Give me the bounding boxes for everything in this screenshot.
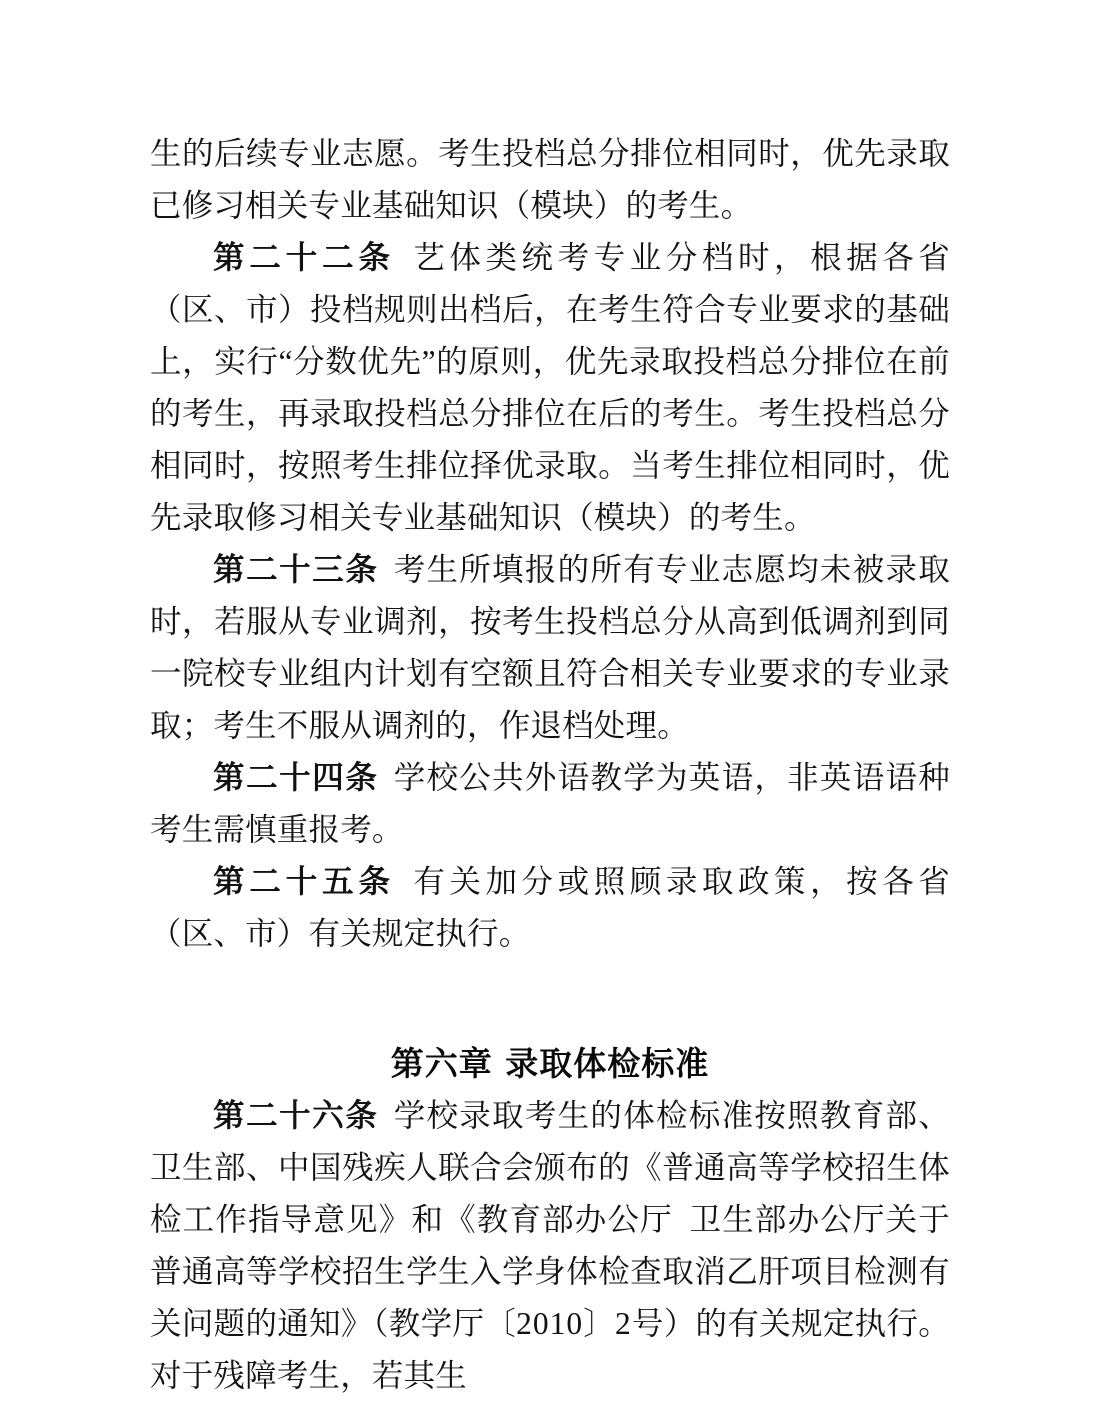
article-text-24: 学校公共外语教学为英语，非英语语种考生需慎重报考。 xyxy=(150,760,950,847)
article-label-24: 第二十四条 xyxy=(213,760,379,795)
blank-line-spacer xyxy=(150,960,950,1012)
paragraph-article-23 xyxy=(150,544,950,752)
article-text-26-part-4: 号）的有关规定执行。对于残障考生，若其生 xyxy=(150,1306,950,1393)
article-label-22: 第二十二条 xyxy=(213,240,395,275)
paragraph-article-26 xyxy=(150,1090,950,1402)
article-text-26-part-1: 学校录取考生的体检标准按照教育部、卫生部、中国残疾人联合会颁布的《普通高等学校招生体检工作指导意见》和《教育部办公厅 xyxy=(150,1098,950,1237)
article-text-26-part-2: 卫生部办公厅关于普通高等学校招生学生入学身体检查取消乙肝项目检测有关问题的通知》（教学厅〔 xyxy=(150,1202,950,1341)
article-text-26-part-3: 〕 xyxy=(583,1306,616,1341)
article-label-23: 第二十三条 xyxy=(213,552,379,587)
chapter-heading-six: 第六章 录取体检标准 xyxy=(390,1044,710,1083)
paragraph-continued xyxy=(150,128,950,232)
article-text-22: 艺体类统考专业分档时，根据各省（区、市）投档规则出档后，在考生符合专业要求的基础上，实行“分数优先”的原则，优先录取投档总分排位在前的考生，再录取投档总分排位在后的考生。考生投档总分相同时，按照考生排位择优录取。当考生排位相同时，优先录取修习相关专业基础知识（模块）的考生。 xyxy=(150,240,950,535)
paragraph-article-22 xyxy=(150,232,950,544)
article-text-25: 有关加分或照顾录取政策，按各省（区、市）有关规定执行。 xyxy=(150,864,950,951)
article-text-23: 考生所填报的所有专业志愿均未被录取时，若服从专业调剂，按考生投档总分从高到低调剂到同一院校专业组内计划有空额且符合相关专业要求的专业录取；考生不服从调剂的，作退档处理。 xyxy=(150,552,950,743)
paragraph-article-25 xyxy=(150,856,950,960)
document-issue-number: 2 xyxy=(615,1306,632,1341)
document-year: 2010 xyxy=(516,1306,584,1341)
blank-half-spacer xyxy=(150,1012,950,1038)
page-content xyxy=(150,128,950,1402)
article-label-25: 第二十五条 xyxy=(213,864,395,899)
article-label-26: 第二十六条 xyxy=(213,1098,379,1133)
paragraph-continued-text: 生的后续专业志愿。考生投档总分排位相同时，优先录取已修习相关专业基础知识（模块）的考生。 xyxy=(150,136,950,223)
paragraph-article-24 xyxy=(150,752,950,856)
